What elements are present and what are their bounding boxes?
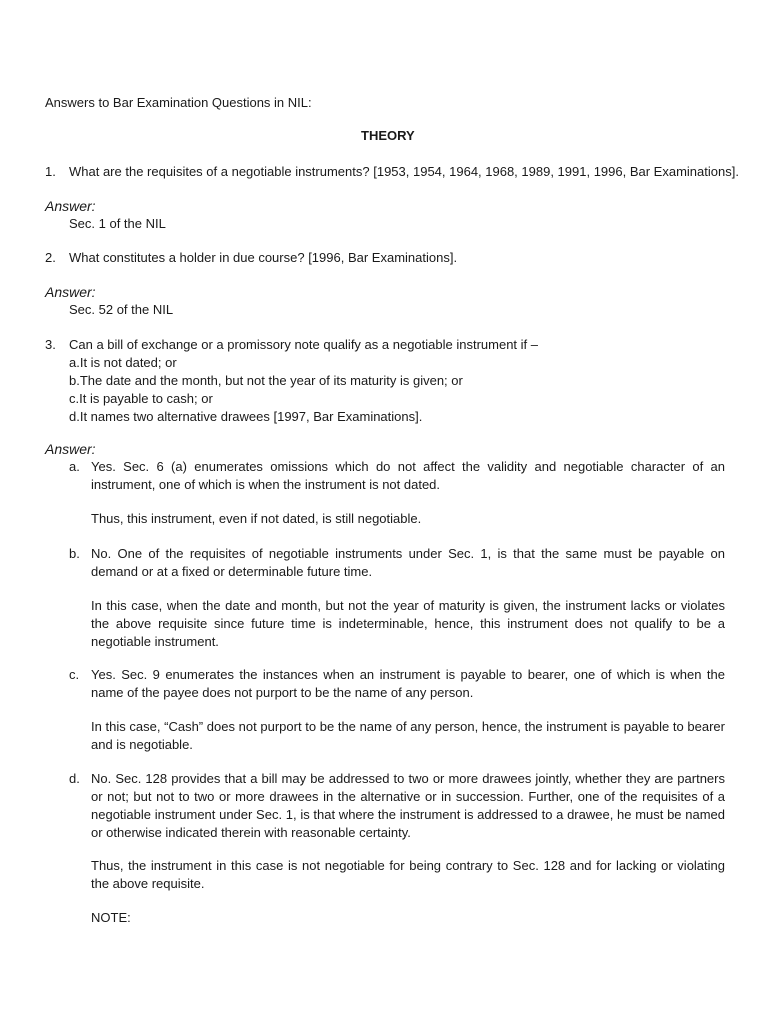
question-text: What are the requisites of a negotiable instruments? [1953, 1954, 1964, 1968, 1989, 1991, 1996, Bar Examinations]. [69, 164, 739, 179]
answer-b-paragraph-1: No. One of the requisites of negotiable instruments under Sec. 1, is that the same must be payable on demand or at a fixed or determinable future time. [91, 546, 725, 579]
question-2 [45, 249, 457, 267]
question-number: 2. [45, 250, 56, 265]
answer-b-paragraph-2: In this case, when the date and month, but not the year of maturity is given, the instrument lacks or violates the above requisite since future time is indeterminable, hence, this instrument does not qualify to be a negotiable instrument. [91, 598, 725, 649]
question-number: 3. [45, 337, 56, 352]
note-label: NOTE: [91, 910, 131, 925]
answer-a-paragraph-1: Yes. Sec. 6 (a) enumerates omissions which do not affect the validity and negotiable character of an instrument, one of which is when the instrument is not dated. [91, 459, 725, 492]
question-number: 1. [45, 164, 56, 179]
answer-text: Sec. 52 of the NIL [69, 302, 174, 317]
answer-label: Answer: [45, 198, 96, 214]
question-3 [45, 336, 538, 354]
answer-a-paragraph-2: Thus, this instrument, even if not dated, is still negotiable. [91, 511, 422, 526]
answer-text: Sec. 1 of the NIL [69, 216, 166, 231]
question-text: Can a bill of exchange or a promissory note qualify as a negotiable instrument if – [69, 337, 538, 352]
answer-d-paragraph-2: Thus, the instrument in this case is not negotiable for being contrary to Sec. 128 and for lacking or violating the above requisite. [91, 858, 725, 891]
question-1 [45, 163, 739, 181]
answer-c-paragraph-2: In this case, “Cash” does not purport to be the name of any person, hence, the instrument is payable to bearer and is negotiable. [91, 719, 725, 752]
option-c: c.It is payable to cash; or [69, 391, 213, 406]
answer-label: Answer: [45, 284, 96, 300]
question-text: What constitutes a holder in due course? [1996, Bar Examinations]. [69, 250, 458, 265]
answer-letter-c: c. [69, 667, 80, 682]
answer-letter-a: a. [69, 459, 80, 474]
option-b: b.The date and the month, but not the year of its maturity is given; or [69, 373, 463, 388]
answer-c-paragraph-1: Yes. Sec. 9 enumerates the instances when an instrument is payable to bearer, one of which is when the name of the payee does not purport to be the name of any person. [91, 667, 725, 700]
answer-letter-d: d. [69, 771, 80, 786]
option-a: a.It is not dated; or [69, 355, 177, 370]
answer-d-paragraph-1: No. Sec. 128 provides that a bill may be addressed to two or more drawees jointly, whether they are partners or not; but not to two or more drawees in the alternative or in succession. Further, one of the requisites of a negotiable instrument under Sec. 1, is that where the instrument is addressed to a drawee, he must be named or otherwise indicated therein with reasonable certainty. [91, 771, 725, 840]
document-title: Answers to Bar Examination Questions in NIL: [45, 95, 312, 110]
answer-letter-b: b. [69, 546, 80, 561]
option-d: d.It names two alternative drawees [1997, Bar Examinations]. [69, 409, 423, 424]
section-heading: THEORY [361, 128, 415, 143]
answer-label: Answer: [45, 441, 96, 457]
